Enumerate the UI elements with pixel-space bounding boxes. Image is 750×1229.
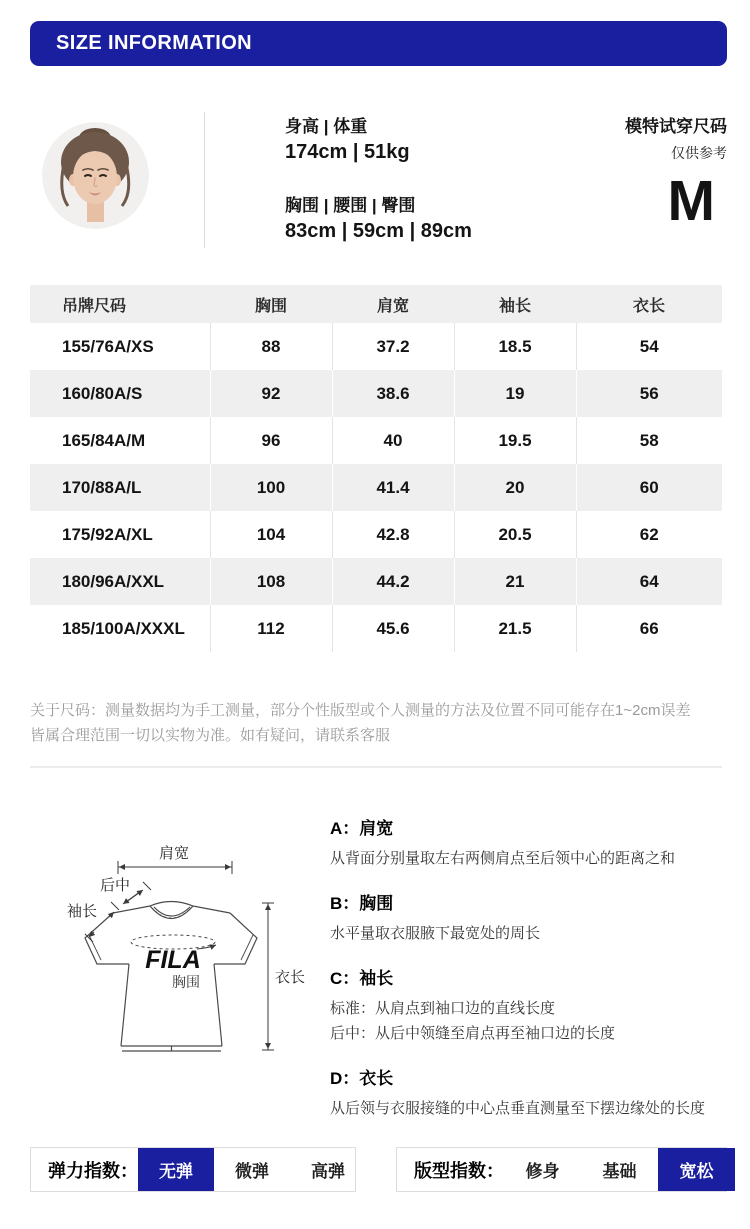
option-high-stretch[interactable]: 高弹 [311, 1162, 345, 1181]
size-note-line2: 皆属合理范围一切以实物为准。如有疑问，请联系客服 [30, 727, 391, 744]
guide-text: 从后领与衣服接缝的中心点垂直测量至下摆边缘处的长度 [330, 1100, 706, 1117]
diagram-shoulder-label: 肩宽 [158, 845, 190, 862]
cell-sleeve: 19 [454, 370, 576, 417]
guide-heading: D：衣长 [330, 1069, 394, 1088]
tshirt-outline [85, 902, 257, 1052]
cell-size: 165/84A/M [62, 430, 146, 450]
cell-size: 175/92A/XL [62, 524, 153, 544]
fit-title: 模特试穿尺码 [625, 117, 727, 136]
fit-index-label: 版型指数： [414, 1160, 504, 1181]
guide-heading: A：肩宽 [330, 819, 394, 838]
cell-bust: 92 [210, 370, 332, 417]
cell-bust: 112 [210, 605, 332, 652]
cell-size: 155/76A/XS [62, 336, 154, 356]
tshirt-measure-diagram [45, 818, 317, 1094]
section-banner [30, 21, 727, 66]
cell-shoulder: 37.2 [332, 323, 454, 370]
size-note [30, 698, 730, 748]
cell-size: 160/80A/S [62, 383, 143, 403]
table-row [30, 511, 722, 558]
guide-heading: C：袖长 [330, 969, 394, 988]
fit-size-letter: M [667, 169, 715, 233]
cell-shoulder: 40 [332, 417, 454, 464]
table-row [30, 605, 722, 652]
banner-title: SIZE INFORMATION [56, 32, 253, 54]
option-slim-fit[interactable]: 修身 [525, 1162, 560, 1181]
guide-length [330, 1068, 735, 1121]
cell-bust: 104 [210, 511, 332, 558]
cell-sleeve: 20.5 [454, 511, 576, 558]
size-table-header-row [30, 285, 722, 323]
cell-sleeve: 18.5 [454, 323, 576, 370]
diagram-length-label: 衣长 [274, 969, 306, 986]
elastic-index-label: 弹力指数： [48, 1160, 138, 1181]
cell-length: 66 [576, 605, 722, 652]
diagram-back-center-label: 后中 [99, 877, 131, 894]
size-table [30, 285, 722, 652]
size-note-line1: 关于尺码：测量数据均为手工测量，部分个性版型或个人测量的方法及位置不同可能存在1~2cm误差 [30, 702, 691, 719]
cell-shoulder: 45.6 [332, 605, 454, 652]
col-header-length: 衣长 [576, 285, 722, 323]
guide-shoulder [330, 818, 735, 871]
cell-length: 60 [576, 464, 722, 511]
elastic-index-box [30, 1147, 356, 1192]
cell-shoulder: 44.2 [332, 558, 454, 605]
fit-subtitle: 仅供参考 [671, 145, 727, 161]
cell-sleeve: 21 [454, 558, 576, 605]
section-divider [30, 766, 722, 768]
height-weight-value: 174cm | 51kg [285, 141, 410, 163]
bust-waist-hip-value: 83cm | 59cm | 89cm [285, 220, 472, 242]
option-regular-fit[interactable]: 基础 [602, 1162, 637, 1181]
cell-length: 58 [576, 417, 722, 464]
guide-text: 后中：从后中领缝至肩点再至袖口边的长度 [330, 1025, 616, 1042]
col-header-bust: 胸围 [210, 285, 332, 323]
guide-text: 标准：从肩点到袖口边的直线长度 [330, 1000, 556, 1017]
model-fit-block [625, 112, 727, 233]
bust-waist-hip-label: 胸围 | 腰围 | 臀围 [285, 196, 416, 215]
cell-sleeve: 19.5 [454, 417, 576, 464]
cell-bust: 96 [210, 417, 332, 464]
guide-text: 从背面分别量取左右两侧肩点至后领中心的距离之和 [330, 850, 676, 867]
col-header-sleeve: 袖长 [454, 285, 576, 323]
table-row [30, 558, 722, 605]
guide-sleeve [330, 968, 735, 1046]
cell-shoulder: 38.6 [332, 370, 454, 417]
diagram-chest-label: 胸围 [172, 974, 200, 990]
cell-size: 170/88A/L [62, 477, 142, 497]
option-slight-stretch[interactable]: 微弹 [235, 1162, 269, 1181]
fit-options [504, 1148, 735, 1191]
cell-length: 64 [576, 558, 722, 605]
height-weight-label: 身高 | 体重 [285, 117, 368, 136]
fit-index-box [396, 1147, 727, 1192]
option-no-stretch[interactable]: 无弹 [138, 1148, 214, 1191]
cell-sleeve: 21.5 [454, 605, 576, 652]
cell-bust: 88 [210, 323, 332, 370]
cell-size: 185/100A/XXXL [62, 618, 185, 638]
fila-logo: FILA [145, 946, 201, 974]
guide-text: 水平量取衣服腋下最宽处的周长 [330, 925, 541, 942]
cell-length: 54 [576, 323, 722, 370]
cell-bust: 108 [210, 558, 332, 605]
diagram-sleeve-label: 袖长 [66, 903, 98, 920]
cell-length: 56 [576, 370, 722, 417]
col-header-tag-size: 吊牌尺码 [30, 285, 210, 323]
vertical-divider [204, 112, 205, 248]
cell-size: 180/96A/XXL [62, 571, 165, 591]
table-row [30, 370, 722, 417]
cell-shoulder: 42.8 [332, 511, 454, 558]
option-loose-fit[interactable]: 宽松 [658, 1148, 735, 1191]
model-measurements [285, 112, 472, 243]
model-photo [42, 122, 149, 229]
elastic-options [138, 1148, 366, 1191]
cell-shoulder: 41.4 [332, 464, 454, 511]
table-row [30, 464, 722, 511]
table-row [30, 323, 722, 370]
cell-length: 62 [576, 511, 722, 558]
cell-bust: 100 [210, 464, 332, 511]
guide-heading: B：胸围 [330, 894, 394, 913]
table-row [30, 417, 722, 464]
model-portrait-illustration [42, 122, 149, 229]
guide-bust [330, 893, 735, 946]
measure-guide [330, 818, 735, 1143]
col-header-shoulder: 肩宽 [332, 285, 454, 323]
cell-sleeve: 20 [454, 464, 576, 511]
